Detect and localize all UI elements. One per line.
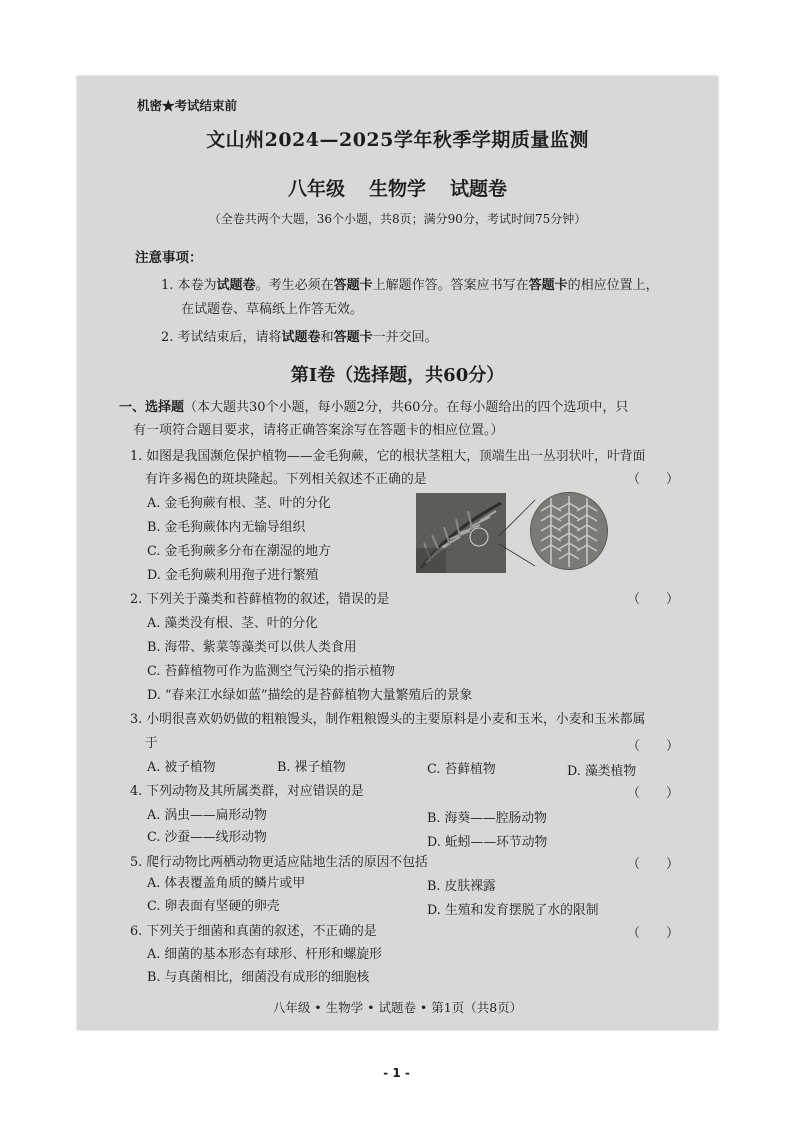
exam-subtitle — [77, 174, 718, 201]
subject-label: 生物学 — [368, 178, 426, 200]
section-intro: 一、选择题（本大题共30个小题，每小题2分，共60分。在每小题给出的四个选项中，只 — [119, 400, 629, 415]
notice-heading: 注意事项： — [135, 250, 203, 266]
question-3-option-c: C. 苔藓植物 — [427, 762, 496, 777]
question-6-answer-blank: （ ） — [627, 926, 680, 941]
notice-item-2: 2. 考试结束后，请将试题卷和答题卡一并交回。 — [161, 330, 438, 345]
question-4-option-a: A. 涡虫——扁形动物 — [147, 808, 267, 823]
grade-label: 八年级 — [287, 178, 345, 200]
notice-item-1: 1. 本卷为试题卷。考生必须在答题卡上解题作答。答案应书写在答题卡的相应位置上， — [161, 278, 659, 293]
question-1-option-b: B. 金毛狗蕨体内无输导组织 — [147, 520, 306, 535]
question-3-option-b: B. 裸子植物 — [277, 760, 346, 775]
question-5-option-d: D. 生殖和发育摆脱了水的限制 — [427, 903, 599, 918]
question-1-stem: 1. 如图是我国濒危保护植物——金毛狗蕨，它的根状茎粗大，顶端生出一丛羽状叶，叶背面 — [130, 449, 646, 464]
question-3-answer-blank: （ ） — [627, 739, 680, 754]
question-3-stem-line2: 于 — [145, 736, 158, 751]
question-5-answer-blank: （ ） — [627, 857, 680, 872]
question-1-answer-blank: （ ） — [627, 472, 680, 487]
question-6-option-b: B. 与真菌相比，细菌没有成形的细胞核 — [147, 970, 370, 985]
question-1-option-c: C. 金毛狗蕨多分布在潮湿的地方 — [147, 544, 331, 559]
question-5-option-c: C. 卵表面有坚硬的卵壳 — [147, 899, 280, 914]
question-2-option-a: A. 藻类没有根、茎、叶的分化 — [147, 616, 318, 631]
fern-photo — [416, 493, 506, 573]
question-4-stem: 4. 下列动物及其所属类群，对应错误的是 — [130, 784, 364, 799]
question-4-option-b: B. 海葵——腔肠动物 — [427, 811, 547, 826]
section-title: 第Ⅰ卷（选择题，共60分） — [290, 365, 505, 386]
page-footer: 八年级 • 生物学 • 试题卷 • 第1页（共8页） — [272, 1000, 523, 1015]
question-4-option-d: D. 蚯蚓——环节动物 — [427, 835, 548, 850]
question-2-option-d: D. “春来江水绿如蓝”描绘的是苔藓植物大量繁殖后的景象 — [147, 688, 473, 703]
question-4-answer-blank: （ ） — [627, 786, 680, 801]
question-1-stem-line2: 有许多褐色的斑块隆起。下列相关叙述不正确的是 — [145, 472, 427, 487]
question-3-option-d: D. 藻类植物 — [567, 764, 637, 779]
question-2-stem: 2. 下列关于藻类和苔藓植物的叙述，错误的是 — [130, 592, 390, 607]
question-5-option-b: B. 皮肤裸露 — [427, 879, 496, 894]
question-3-option-a: A. 被子植物 — [147, 760, 216, 775]
question-1-option-a: A. 金毛狗蕨有根、茎、叶的分化 — [147, 496, 331, 511]
confidential-label: 机密★考试结束前 — [137, 98, 238, 113]
section-intro-line2: 有一项符合题目要求，请将正确答案涂写在答题卡的相应位置。） — [133, 423, 504, 438]
question-2-option-c: C. 苔藓植物可作为监测空气污染的指示植物 — [147, 664, 395, 679]
question-1-option-d: D. 金毛狗蕨利用孢子进行繁殖 — [147, 568, 319, 583]
question-5-option-a: A. 体表覆盖角质的鳞片或甲 — [147, 876, 306, 891]
question-2-option-b: B. 海带、紫菜等藻类可以供人类食用 — [147, 640, 357, 655]
exam-title: 文山州2024—2025学年秋季学期质量监测 — [206, 129, 589, 151]
spore-closeup-icon — [530, 492, 608, 570]
question-6-stem: 6. 下列关于细菌和真菌的叙述，不正确的是 — [130, 924, 377, 939]
paper-type-label: 试题卷 — [450, 178, 508, 200]
notice-item-1-line2: 在试题卷、草稿纸上作答无效。 — [181, 302, 364, 317]
page-number: - 1 - — [383, 1066, 410, 1080]
question-6-option-a: A. 细菌的基本形态有球形、杆形和螺旋形 — [147, 947, 382, 962]
question-5-stem: 5. 爬行动物比两栖动物更适应陆地生活的原因不包括 — [130, 855, 428, 870]
exam-paper — [77, 76, 718, 1030]
question-4-option-c: C. 沙蚕——线形动物 — [147, 830, 267, 845]
exam-info: （全卷共两个大题，36个小题，共8页；满分90分，考试时间75分钟） — [208, 212, 587, 226]
question-3-stem: 3. 小明很喜欢奶奶做的粗粮馒头，制作粗粮馒头的主要原料是小麦和玉米，小麦和玉米都属 — [130, 712, 646, 727]
question-2-answer-blank: （ ） — [627, 592, 680, 607]
